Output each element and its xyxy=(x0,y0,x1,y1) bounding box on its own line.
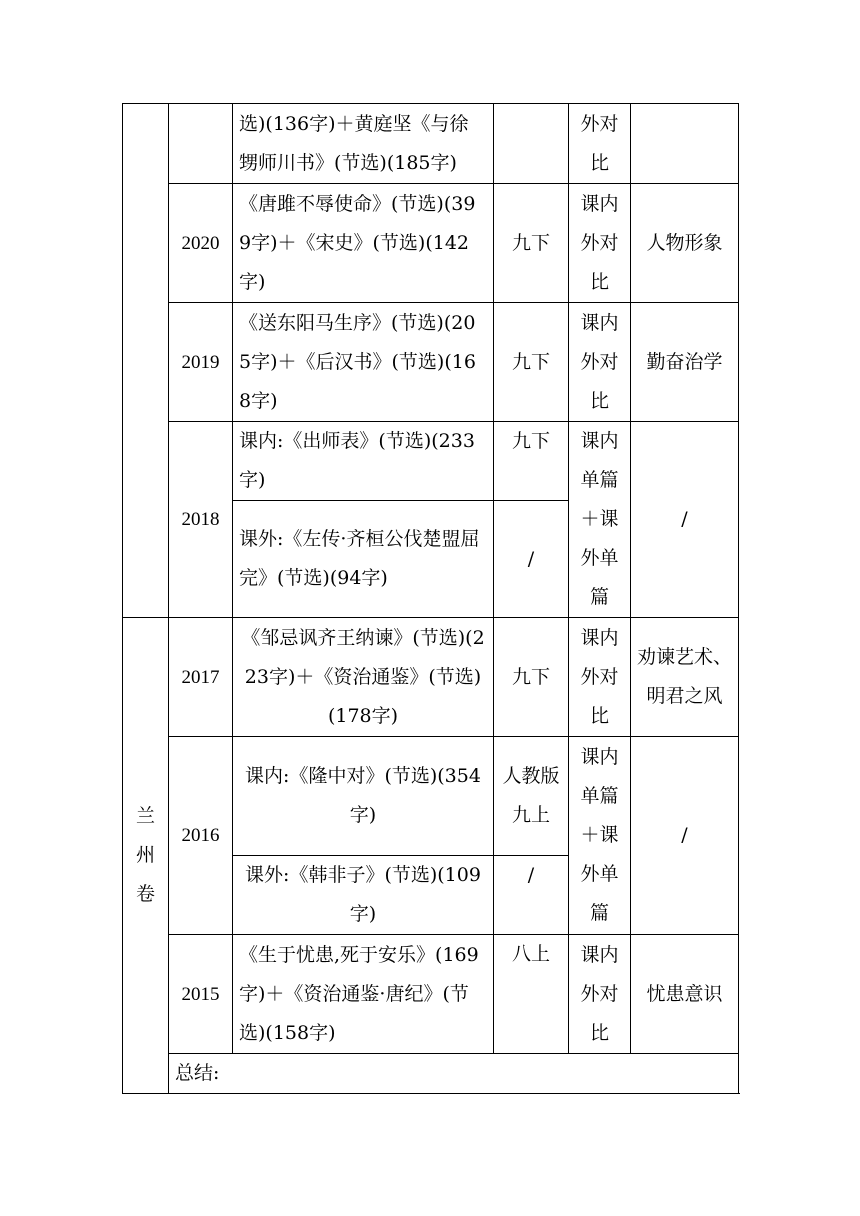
table-row xyxy=(123,618,739,737)
year-cell: 2019 xyxy=(169,303,233,422)
edition-cell-out: / xyxy=(494,856,569,935)
passage-cell: 《生于忧患,死于安乐》(169字)＋《资治通鉴·唐纪》(节选)(158字) xyxy=(233,935,494,1054)
type-cell: 课内外对比 xyxy=(569,935,631,1054)
passage-cell-out: 课外:《左传·齐桓公伐楚盟屈完》(节选)(94字) xyxy=(233,501,494,618)
type-cell: 课内单篇＋课外单篇 xyxy=(569,737,631,935)
year-cell: 2020 xyxy=(169,184,233,303)
region-cell xyxy=(123,618,169,1094)
table-row xyxy=(123,422,739,501)
edition-cell-in: 九下 xyxy=(494,422,569,501)
theme-cell xyxy=(631,104,739,184)
table-row xyxy=(123,184,739,303)
type-cell: 课内单篇＋课外单篇 xyxy=(569,422,631,618)
type-cell: 课内外对比 xyxy=(569,184,631,303)
passage-cell-in: 课内:《出师表》(节选)(233字) xyxy=(233,422,494,501)
passage-cell-out: 课外:《韩非子》(节选)(109字) xyxy=(233,856,494,935)
passage-cell: 《唐雎不辱使命》(节选)(399字)＋《宋史》(节选)(142字) xyxy=(233,184,494,303)
theme-cell: 人物形象 xyxy=(631,184,739,303)
year-cell: 2017 xyxy=(169,618,233,737)
summary-row xyxy=(123,1054,739,1094)
year-cell: 2018 xyxy=(169,422,233,618)
edition-cell: 九下 xyxy=(494,303,569,422)
type-cell: 外对比 xyxy=(569,104,631,184)
passage-cell-in: 课内:《隆中对》(节选)(354字) xyxy=(233,737,494,856)
region-cell-prev xyxy=(123,104,169,618)
year-cell xyxy=(169,104,233,184)
type-cell: 课内外对比 xyxy=(569,303,631,422)
year-cell: 2016 xyxy=(169,737,233,935)
passage-cell: 选)(136字)＋黄庭坚《与徐甥师川书》(节选)(185字) xyxy=(233,104,494,184)
passage-cell: 《邹忌讽齐王纳谏》(节选)(223字)＋《资治通鉴》(节选)(178字) xyxy=(233,618,494,737)
edition-cell: 八上 xyxy=(494,935,569,1054)
theme-cell: / xyxy=(631,422,739,618)
year-cell: 2015 xyxy=(169,935,233,1054)
table-row xyxy=(123,737,739,856)
region-label: 兰州卷 xyxy=(135,805,155,905)
theme-cell: / xyxy=(631,737,739,935)
type-cell: 课内外对比 xyxy=(569,618,631,737)
edition-cell-in: 人教版九上 xyxy=(494,737,569,856)
table-row xyxy=(123,104,739,184)
table-row xyxy=(123,935,739,1054)
edition-cell: 九下 xyxy=(494,618,569,737)
theme-cell: 勤奋治学 xyxy=(631,303,739,422)
passage-cell: 《送东阳马生序》(节选)(205字)＋《后汉书》(节选)(168字) xyxy=(233,303,494,422)
table-row xyxy=(123,303,739,422)
edition-cell: 九下 xyxy=(494,184,569,303)
exam-analysis-table xyxy=(122,103,739,1094)
edition-cell xyxy=(494,104,569,184)
theme-cell: 劝谏艺术、明君之风 xyxy=(631,618,739,737)
theme-cell: 忧患意识 xyxy=(631,935,739,1054)
summary-cell: 总结: xyxy=(169,1054,739,1094)
edition-cell-out: / xyxy=(494,501,569,618)
